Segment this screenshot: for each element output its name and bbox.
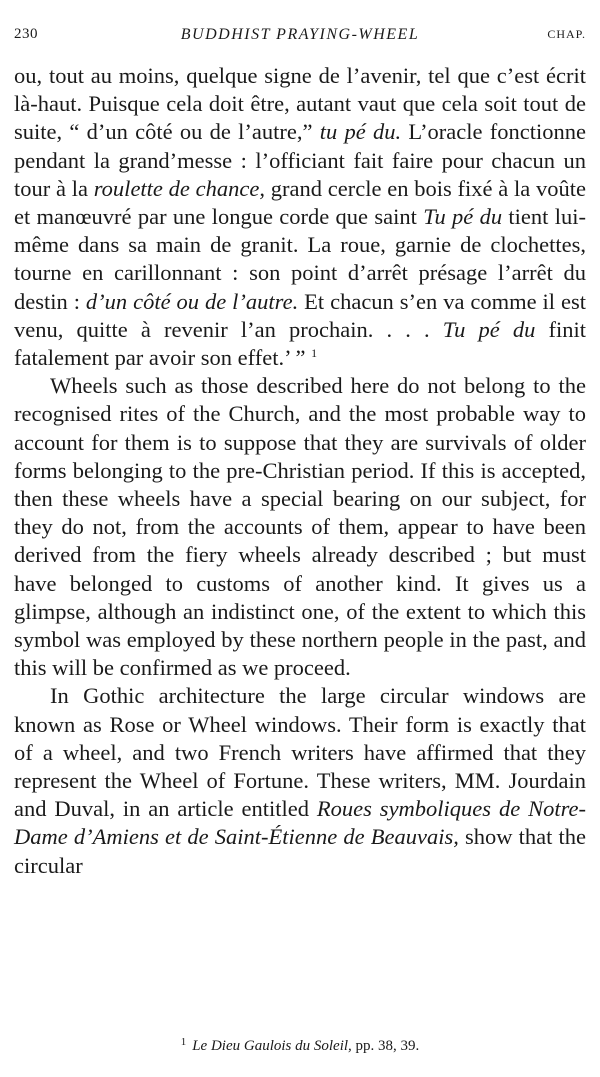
italic-run: roulette de chance, xyxy=(93,175,266,201)
body-text xyxy=(14,62,586,880)
italic-run: Tu pé du xyxy=(442,316,536,342)
text-run: Et chacun s’en va comme il est venu, quitte à revenir l’an prochain. . . . xyxy=(14,288,587,342)
italic-run: Roues symboliques de Notre-Dame d’Amiens et de Saint-Étienne de Beauvais, xyxy=(14,796,586,850)
paragraph-quote-continuation xyxy=(14,62,586,372)
text-run: show that the circular xyxy=(14,824,586,878)
footnote-title: Le Dieu Gaulois du Soleil, xyxy=(192,1038,352,1054)
italic-run: Tu pé du xyxy=(423,204,503,230)
italic-run: tu pé du. xyxy=(319,119,402,145)
text-run: L’oracle fonctionne pendant la grand’messe : l’officiant fait faire pour chacun un tour à la xyxy=(14,119,586,201)
running-title: BUDDHIST PRAYING-WHEEL xyxy=(180,26,420,43)
text-run: In Gothic architecture the large circular windows are known as Rose or Wheel windows. Their form is exactly that of a wheel, and two French writers have affirmed that they represent the Wheel of Fortune. These writers, MM. Jourdain and Duval, in an article entitled xyxy=(14,683,586,822)
book-page xyxy=(14,0,586,1077)
footnote xyxy=(14,1036,586,1055)
footnote-reference[interactable]: 1 xyxy=(311,346,318,361)
text-run: grand cercle en bois fixé à la voûte et manœuvré par une longue corde que saint xyxy=(14,175,586,230)
italic-run: d’un côté ou de l’autre. xyxy=(85,288,299,314)
text-run: ou, tout au moins, quelque signe de l’avenir, tel que c’est écrit là-haut. Puisque cela doit être, autant vaut que cela soit tout de suite, “ d’un côté ou de l’autre,” xyxy=(14,63,586,145)
text-run: tient lui-même dans sa main de granit. La roue, garnie de clochettes, tourne en carillonnant : son point d’arrêt présage l’arrêt du destin : xyxy=(14,204,586,314)
text-run: finit fatalement par avoir son effet.’ ” xyxy=(14,316,587,371)
chapter-label: CHAP. xyxy=(547,27,586,41)
paragraph-wheels: Wheels such as those described here do not belong to the recognised rites of the Church, and the most probable way to account for them is to suppose that they are survivals of older forms belonging to the pre-Christian period. If this is accepted, then these wheels have a special bearing on our subject, for they do not, from the accounts of them, appear to have been derived from the fiery wheels already described ; but must have belonged to customs of another kind. It gives us a glimpse, although an indistinct one, of the extent to which this symbol was employed by these northern people in the past, and this will be confirmed as we proceed. xyxy=(14,373,586,681)
running-head xyxy=(14,26,586,48)
page-number: 230 xyxy=(14,26,38,42)
footnote-pages: pp. 38, 39. xyxy=(351,1038,420,1054)
footnote-number: 1 xyxy=(180,1036,187,1048)
paragraph-gothic-windows xyxy=(14,682,586,879)
